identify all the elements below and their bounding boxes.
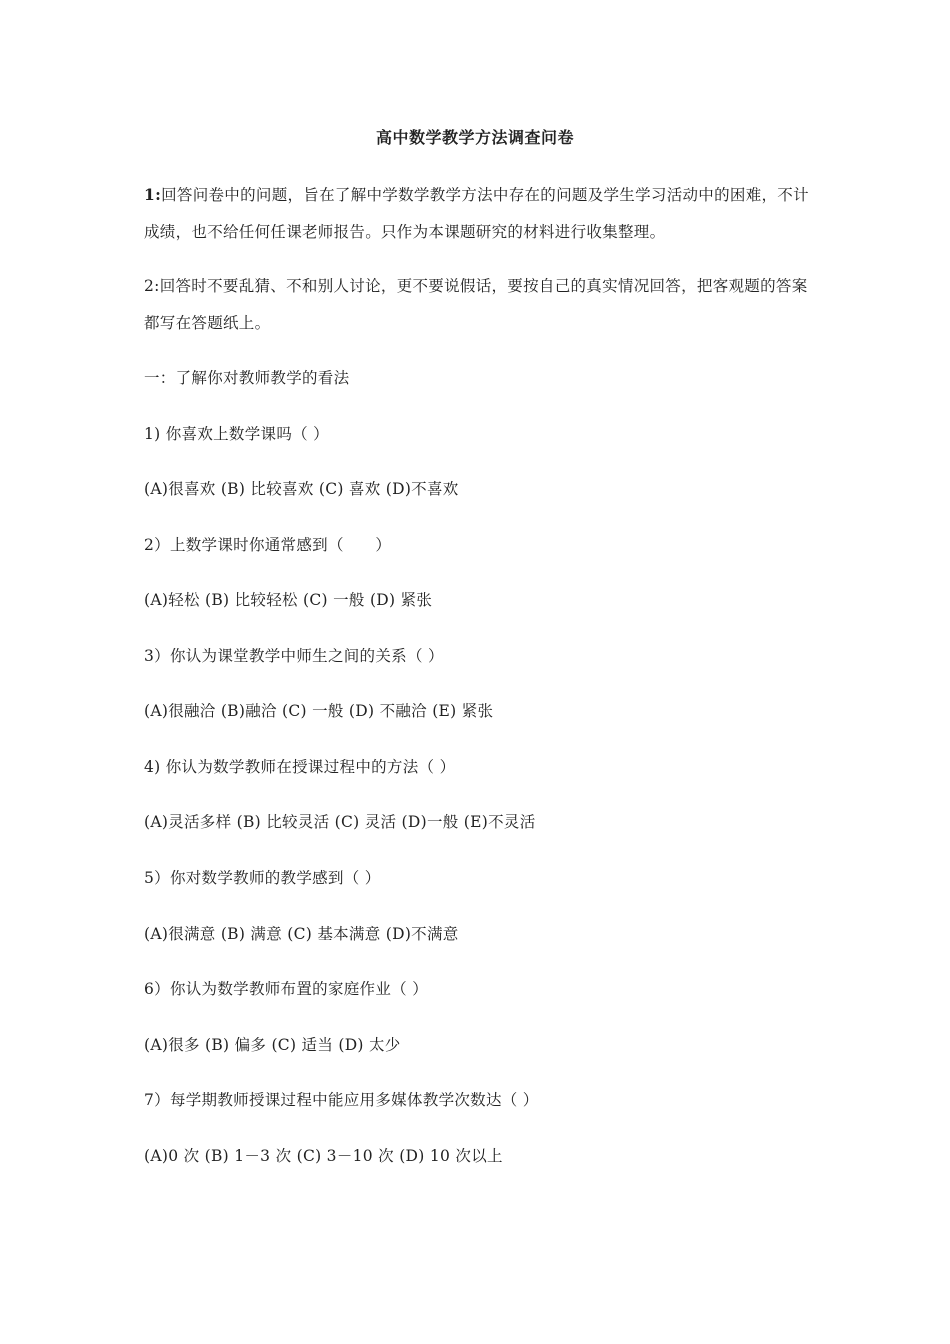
question-3: 3）你认为课堂教学中师生之间的关系（ ）	[144, 647, 444, 665]
instruction-text: 回答时不要乱猜、不和别人讨论，更不要说假话，要按自己的真实情况回答，把客观题的答案都写在答题纸上。	[144, 277, 808, 332]
options-7: (A)0 次 (B) 1－3 次 (C) 3－10 次 (D) 10 次以上	[144, 1147, 503, 1165]
question-2: 2）上数学课时你通常感到（ ）	[144, 536, 392, 554]
options-2: (A)轻松 (B) 比较轻松 (C) 一般 (D) 紧张	[144, 591, 433, 609]
options-4: (A)灵活多样 (B) 比较灵活 (C) 灵活 (D)一般 (E)不灵活	[144, 813, 536, 831]
options-5: (A)很满意 (B) 满意 (C) 基本满意 (D)不满意	[144, 925, 459, 943]
question-1: 1) 你喜欢上数学课吗（ ）	[144, 425, 329, 443]
instruction-number: 2:	[144, 277, 160, 295]
options-6: (A)很多 (B) 偏多 (C) 适当 (D) 太少	[144, 1036, 401, 1054]
options-3: (A)很融洽 (B)融洽 (C) 一般 (D) 不融洽 (E) 紧张	[144, 702, 494, 720]
section-heading: 一：了解你对教师教学的看法	[144, 369, 350, 387]
question-7: 7）每学期教师授课过程中能应用多媒体教学次数达（ ）	[144, 1091, 539, 1109]
question-6: 6）你认为数学教师布置的家庭作业（ ）	[144, 980, 428, 998]
options-1: (A)很喜欢 (B) 比较喜欢 (C) 喜欢 (D)不喜欢	[144, 480, 459, 498]
instruction-1	[144, 176, 810, 251]
document-title: 高中数学教学方法调查问卷	[375, 128, 574, 147]
instruction-number: 1:	[144, 185, 162, 204]
question-4: 4) 你认为数学教师在授课过程中的方法（ ）	[144, 758, 456, 776]
question-5: 5）你对数学教师的教学感到（ ）	[144, 869, 381, 887]
instruction-text: 回答问卷中的问题，旨在了解中学数学教学方法中存在的问题及学生学习活动中的困难，不计成绩，也不给任何任课老师报告。只作为本课题研究的材料进行收集整理。	[144, 186, 809, 241]
instruction-2	[144, 268, 810, 342]
